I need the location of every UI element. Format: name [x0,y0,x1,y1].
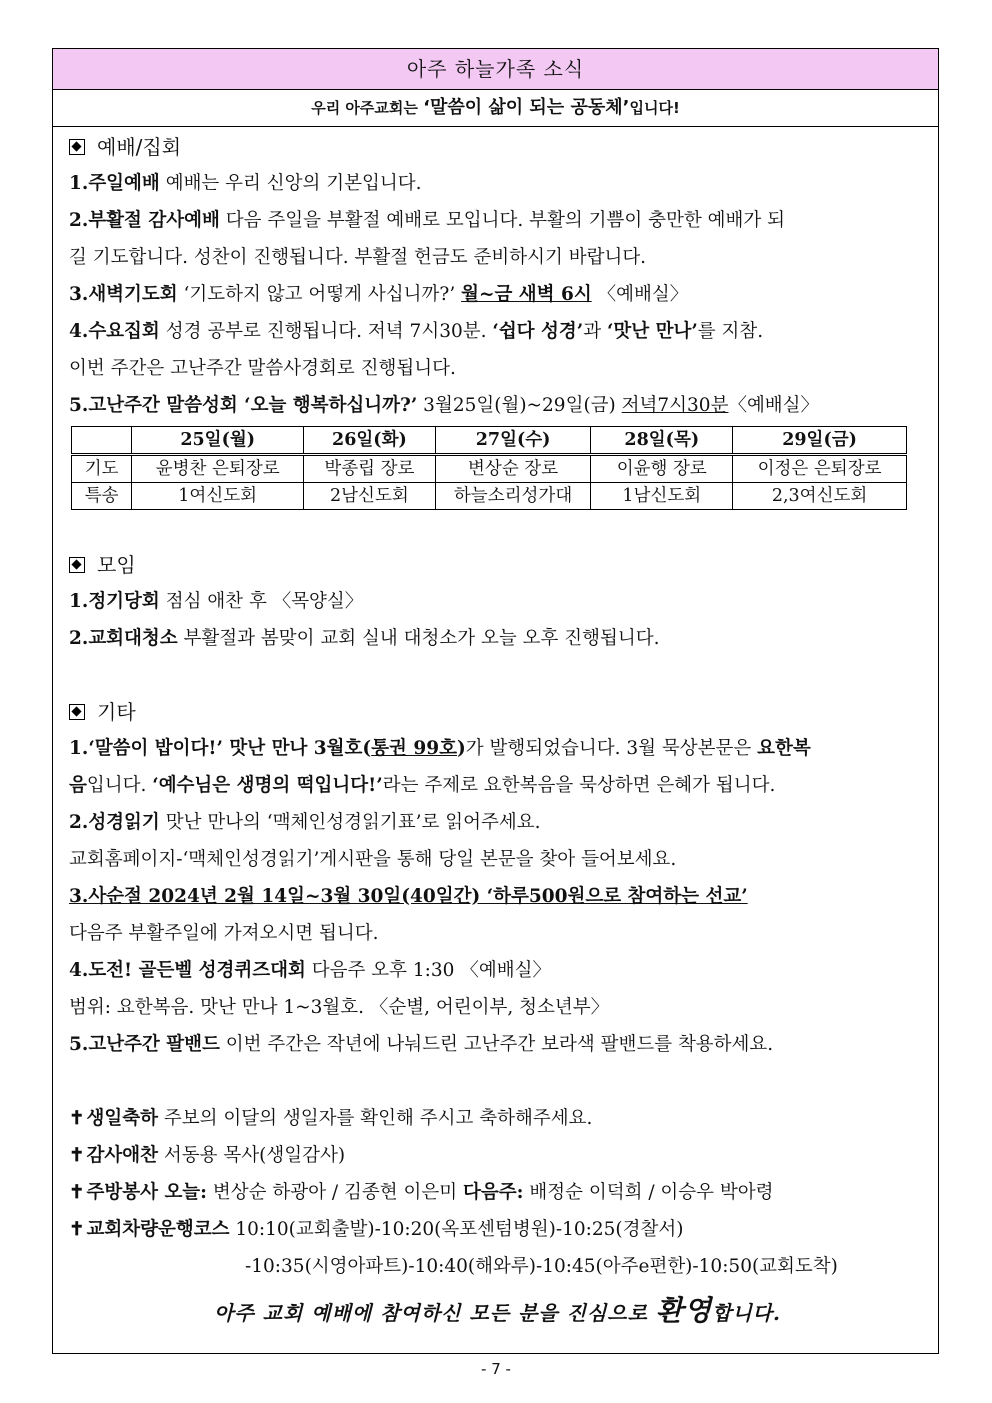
item-text: 맛난 만나의 ‘맥체인성경읽기표’로 읽어주세요. [159,812,541,833]
note-text: 주보의 이달의 생일자를 확인해 주시고 축하해주세요. [158,1108,593,1129]
etc-item-3: 3.사순절 2024년 2월 14일~3월 30일(40일간) ‘하루500원으로 참여하는 선교’ [69,886,748,907]
note-text: 변상순 하광아 / 김종현 이은미 [207,1182,463,1203]
etc-item-4-cont: 범위: 요한복음. 맛난 만나 1~3월호. 〈순별, 어린이부, 청소년부〉 [69,997,610,1018]
item-label: ) [456,738,466,759]
item-text: 다음 주일을 부활절 예배로 모입니다. 부활의 기쁨이 충만한 예배가 되 [219,210,785,231]
diamond-bullet-icon [69,139,85,155]
motto-highlight: ‘말씀이 삶이 되는 공동체’ [423,97,630,118]
motto-pre: 우리 아주교회는 [311,99,424,117]
item-text: 성경 공부로 진행됩니다. 저녁 7시30분. [159,321,493,342]
table-header-cell: 27일(수) [435,427,591,455]
issue-number: 통권 99호 [371,738,457,759]
etc-item-2-cont: 교회홈페이지-‘맥체인성경읽기’게시판을 통해 당일 본문을 찾아 들어보세요. [69,849,677,870]
note-label: 교회차량운행코스 [86,1219,230,1240]
item-text: 부활절과 봄맞이 교회 실내 대청소가 오늘 오후 진행됩니다. [177,628,660,649]
closing-emphasis: 환영 [655,1294,712,1327]
item-label: 2.부활절 감사예배 [69,210,220,231]
item-text: ‘기도하지 않고 어떻게 사십니까?’ [177,284,462,305]
worship-item-5 [69,387,926,424]
item-label: 1.정기당회 [69,591,160,612]
item-text: 이번 주간은 작년에 나눠드린 고난주간 보라색 팔밴드를 착용하세요. [219,1034,774,1055]
diamond-bullet-icon [69,704,85,720]
table-row [72,455,907,483]
table-cell: 2남신도회 [304,483,436,510]
item-text: 예배는 우리 신앙의 기본입니다. [159,173,422,194]
table-cell: 하늘소리성가대 [435,483,591,510]
section-title: 모임 [97,553,136,577]
table-cell: 1여신도회 [132,483,304,510]
table-header-cell: 29일(금) [733,427,907,455]
table-row [72,483,907,510]
note-text: 10:10(교회출발)-10:20(옥포센텀병원)-10:25(경찰서) [229,1219,684,1240]
bulletin-frame [52,48,939,1354]
closing-message [69,1289,926,1329]
spacer [69,657,926,694]
table-header-row [72,427,907,455]
page-title: 아주 하늘가족 소식 [53,49,938,90]
note-birthday [69,1100,926,1137]
etc-item-1-cont [69,767,926,804]
cross-icon: ✝ [69,1145,85,1166]
etc-item-1 [69,730,926,767]
table-cell: 박종립 장로 [304,455,436,483]
item-label: 4.도전! 골든벨 성경퀴즈대회 [69,960,306,981]
book-name: 요한복 [757,738,811,759]
table-cell: 윤병찬 은퇴장로 [132,455,304,483]
book-title-1: ‘쉽다 성경’ [492,321,584,342]
row-label: 특송 [72,483,132,510]
table-cell: 2,3여신도회 [733,483,907,510]
etc-item-4 [69,952,926,989]
etc-item-3-cont: 다음주 부활주일에 가져오시면 됩니다. [69,923,379,944]
spacer [69,510,926,547]
worship-item-3 [69,276,926,313]
worship-item-2-cont: 길 기도합니다. 성찬이 진행됩니다. 부활절 헌금도 준비하시기 바랍니다. [69,247,647,268]
item-label: 1.‘말씀이 밥이다!’ 맛난 만나 3월호( [69,738,372,759]
section-worship-heading [69,129,926,165]
spacer [69,1063,926,1100]
worship-item-1 [69,165,926,202]
schedule-table [71,426,907,510]
theme-title: ‘예수님은 생명의 떡입니다!’ [152,775,383,796]
item-text: 다음주 오후 1:30 〈예배실〉 [305,960,551,981]
diamond-bullet-icon [69,557,85,573]
item-label: 2.성경읽기 [69,812,160,833]
motto-post: 입니다! [629,99,680,117]
etc-item-5 [69,1026,926,1063]
note-kitchen [69,1174,926,1211]
etc-item-2 [69,804,926,841]
note-text: 배정순 이덕희 / 이승우 박아령 [523,1182,774,1203]
item-text: 과 [583,321,607,342]
note-label: 생일축하 [86,1108,158,1129]
worship-item-4-cont: 이번 주간은 고난주간 말씀사경회로 진행됩니다. [69,358,456,379]
content [69,129,926,1329]
item-text: 입니다. [86,775,153,796]
item-text: 3월25일(월)~29일(금) [417,395,622,416]
item-location: 〈예배실〉 [728,395,820,416]
item-location: 〈예배실〉 [591,284,689,305]
item-label: 5.고난주간 팔밴드 [69,1034,220,1055]
item-text: 가 발행되었습니다. 3월 묵상본문은 [465,738,758,759]
closing-text: 합니다. [712,1301,781,1325]
section-etc-heading [69,694,926,730]
item-label: 3.새벽기도회 [69,284,178,305]
closing-text: 아주 교회 예배에 참여하신 모든 분을 진심으로 [214,1301,656,1325]
note-bus-cont: -10:35(시영아파트)-10:40(해와루)-10:45(아주e편한)-10:50(교회도착) [245,1256,838,1277]
table-cell: 변상순 장로 [435,455,591,483]
table-header-cell: 28일(목) [591,427,733,455]
cross-icon: ✝ [69,1219,85,1240]
cross-icon: ✝ [69,1182,85,1203]
note-label: 다음주: [463,1182,524,1203]
item-label: 4.수요집회 [69,321,160,342]
row-label: 기도 [72,455,132,483]
item-label: 1.주일예배 [69,173,160,194]
item-label: 2.교회대청소 [69,628,178,649]
note-label: 감사애찬 [86,1145,158,1166]
table-corner [72,427,132,455]
table-cell: 이정은 은퇴장로 [733,455,907,483]
item-text: 를 지참. [697,321,764,342]
table-header-cell: 25일(월) [132,427,304,455]
table-header-cell: 26일(화) [304,427,436,455]
note-text: 서동용 목사(생일감사) [158,1145,346,1166]
section-meeting-heading [69,547,926,583]
meeting-item-2 [69,620,926,657]
motto-banner [53,90,938,127]
table-cell: 이윤행 장로 [591,455,733,483]
note-thanks [69,1137,926,1174]
section-title: 기타 [97,700,136,724]
dawn-time: 월~금 새벽 6시 [461,284,592,305]
worship-item-2 [69,202,926,239]
book-name: 음 [69,775,87,796]
item-text: 점심 애찬 후 〈목양실〉 [159,591,364,612]
evening-time: 저녁7시30분 [621,395,729,416]
page-number: - 7 - [481,1360,511,1378]
meeting-item-1 [69,583,926,620]
item-label: 5.고난주간 말씀성회 ‘오늘 행복하십니까?’ [69,395,418,416]
book-title-2: ‘맛난 만나’ [606,321,698,342]
note-bus [69,1211,926,1248]
note-label: 주방봉사 오늘: [86,1182,208,1203]
cross-icon: ✝ [69,1108,85,1129]
worship-item-4 [69,313,926,350]
section-title: 예배/집회 [97,135,182,159]
table-cell: 1남신도회 [591,483,733,510]
item-text: 라는 주제로 요한복음을 묵상하면 은혜가 됩니다. [382,775,776,796]
